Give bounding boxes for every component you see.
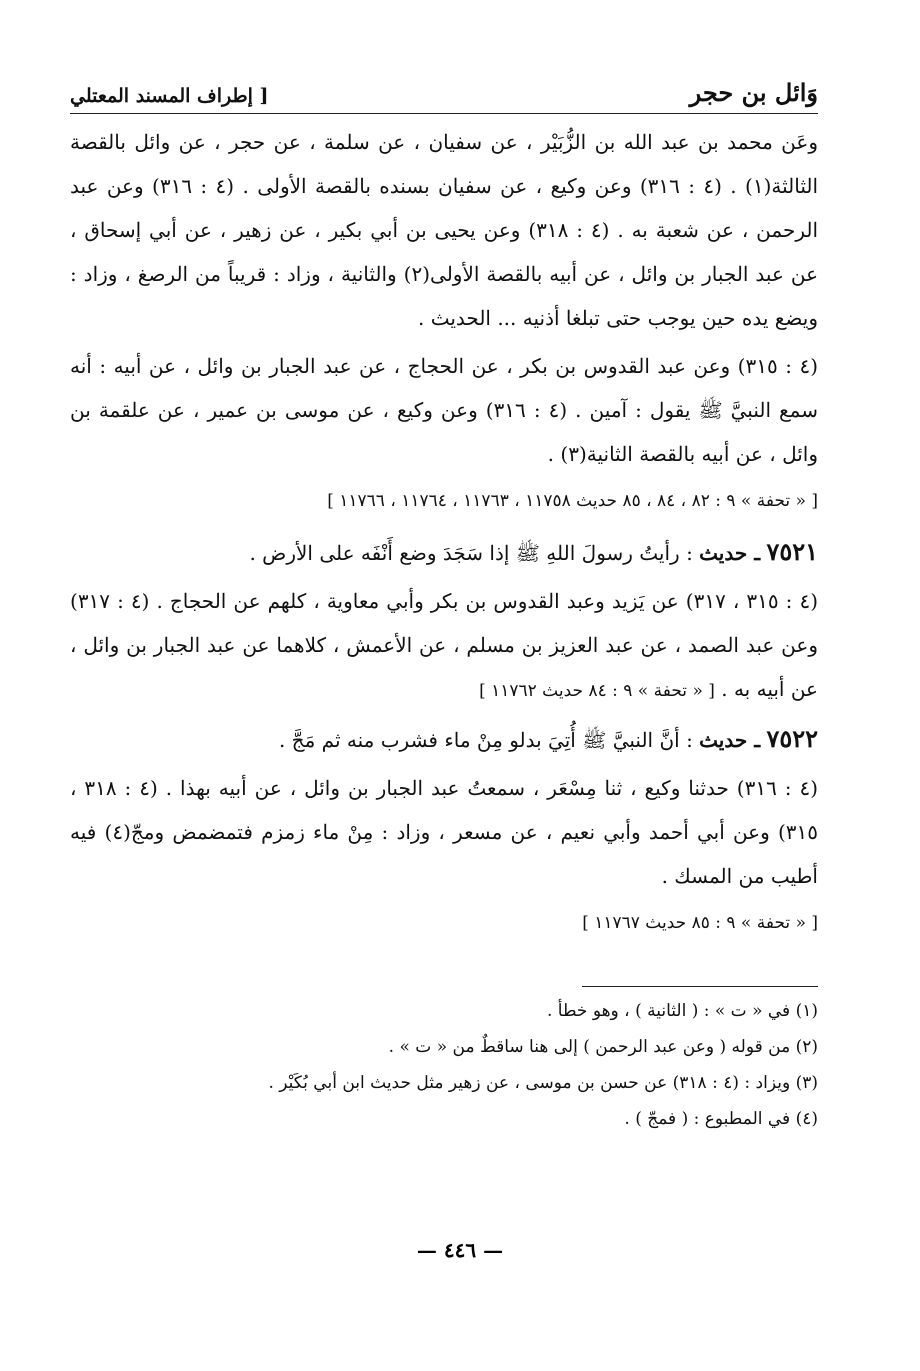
reference-tuhfa-2: [ « تحفة » ٩ : ٨٤ حديث ١١٧٦٢ ] bbox=[479, 681, 715, 701]
paragraph-3-text: (٤ : ٣١٥ ، ٣١٧) عن يَزيد وعبد القدوس بن بكر وأبي معاوية ، كلهم عن الحجاج . (٤ : ٣١٧) وعن عبد الصمد ، عن عبد العزيز بن مسلم ، عن الأعمش ، كلاهما عن عبد الجبار بن وائل ، عن أبيه به . bbox=[70, 589, 819, 701]
hadith-keyword: حديث bbox=[699, 541, 748, 565]
paragraph-3 bbox=[70, 579, 818, 713]
reference-tuhfa-1: [ « تحفة » ٩ : ٨٢ ، ٨٤ ، ٨٥ حديث ١١٧٥٨ ، ١١٧٦٣ ، ١١٧٦٤ ، ١١٧٦٦ ] bbox=[327, 491, 818, 511]
hadith-text: : أنَّ النبيَّ ﷺ أُتِيَ بدلو مِنْ ماء فشرب منه ثم مَجَّ . bbox=[278, 728, 693, 752]
footnote-1: (١) في « ت » : ( الثانية ) ، وهو خطأ . bbox=[546, 1001, 818, 1021]
footnotes bbox=[70, 993, 818, 1137]
footnote-4: (٤) في المطبوع : ( فمجّ ) . bbox=[624, 1109, 818, 1129]
hadith-text: : رأيتُ رسولَ اللهِ ﷺ إذا سَجَدَ وضع أَنْفَه على الأرض . bbox=[249, 541, 693, 565]
footnote-3: (٣) ويزاد : (٤ : ٣١٨) عن حسن بن موسى ، عن زهير مثل حديث ابن أبي بُكَيْر . bbox=[268, 1073, 818, 1093]
paragraph-4: (٤ : ٣١٦) حدثنا وكيع ، ثنا مِسْعَر ، سمعتُ عبد الجبار بن وائل ، عن أبيه بهذا . (٤ : ٣١٨ ، ٣١٥) وعن أبي أحمد وأبي نعيم ، عن مسعر ، وزاد : مِنْ ماء زمزم فتمضمض ومجّ(٤) فيه أطيب من المسك . bbox=[70, 776, 818, 888]
hadith-keyword: حديث bbox=[699, 728, 748, 752]
header-title-right: وَائل بن حجر bbox=[689, 78, 818, 107]
header-title-left: [ إطراف المسند المعتلي bbox=[70, 85, 269, 107]
hadith-7522: ٧٥٢٢ ـ حديث : أنَّ النبيَّ ﷺ أُتِيَ بدلو مِنْ ماء فشرب منه ثم مَجَّ . bbox=[278, 724, 818, 753]
hadith-number: ٧٥٢٢ bbox=[766, 724, 818, 753]
hadith-7521: ٧٥٢١ ـ حديث : رأيتُ رسولَ اللهِ ﷺ إذا سَجَدَ وضع أَنْفَه على الأرض . bbox=[249, 537, 818, 566]
paragraph-1: وعَن محمد بن عبد الله بن الزُّبَيْر ، عن سفيان ، عن سلمة ، عن حجر ، عن وائل بالقصة الثالثة(١) . (٤ : ٣١٦) وعن وكيع ، عن سفيان بسنده بالقصة الأولى . (٤ : ٣١٦) وعن عبد الرحمن ، عن شعبة به . (٤ : ٣١٨) وعن يحيى بن أبي بكير ، عن زهير ، عن أبي إسحاق ، عن عبد الجبار بن وائل ، عن أبيه بالقصة الأولى(٢) والثانية ، وزاد : قريباً من الرصغ ، وزاد : ويضع يده حين يوجب حتى تبلغا أذنيه ... الحديث . bbox=[70, 130, 819, 330]
footnote-2: (٢) من قوله ( وعن عبد الرحمن ) إلى هنا ساقطٌ من « ت » . bbox=[388, 1037, 818, 1057]
running-header bbox=[70, 78, 818, 114]
page-number: — ٤٤٦ — bbox=[416, 1238, 504, 1262]
paragraph-2: (٤ : ٣١٥) وعن عبد القدوس بن بكر ، عن الحجاج ، عن عبد الجبار بن وائل ، عن أبيه : أنه سمع النبيَّ ﷺ يقول : آمين . (٤ : ٣١٦) وعن وكيع ، عن موسى بن عمير ، عن علقمة بن وائل ، عن أبيه بالقصة الثانية(٣) . bbox=[70, 354, 819, 466]
hadith-number: ٧٥٢١ bbox=[766, 537, 818, 566]
page-content bbox=[70, 78, 818, 1137]
footnote-divider bbox=[582, 986, 818, 987]
reference-tuhfa-3: [ « تحفة » ٩ : ٨٥ حديث ١١٧٦٧ ] bbox=[582, 913, 818, 933]
